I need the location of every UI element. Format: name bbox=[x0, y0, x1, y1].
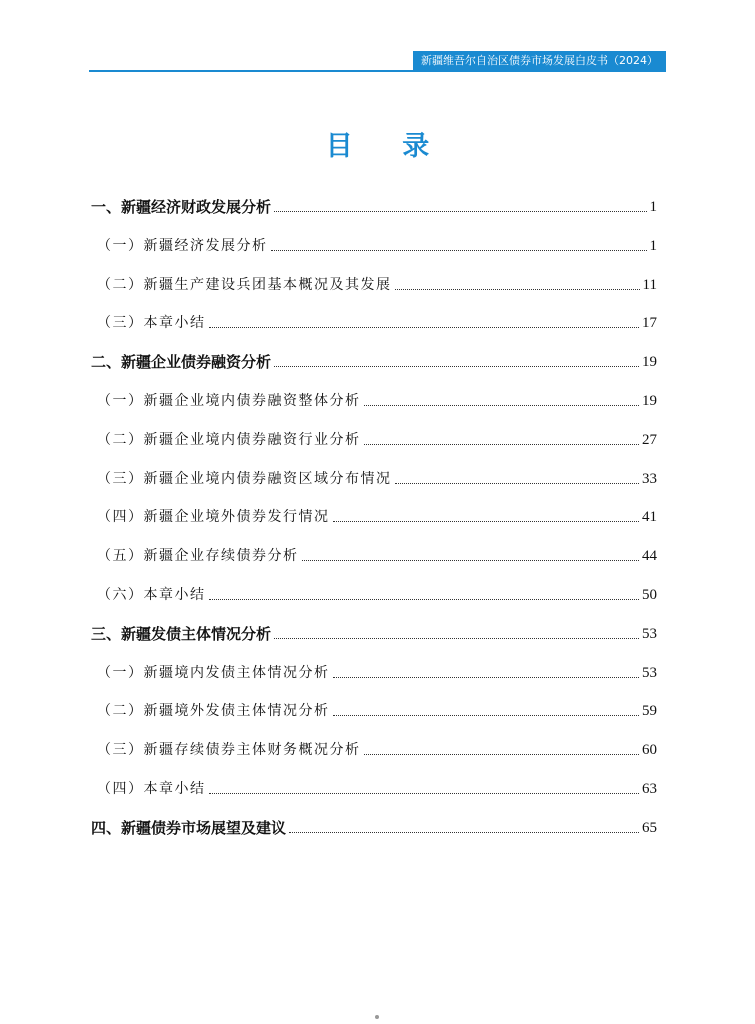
dot-leader bbox=[209, 327, 640, 328]
toc-entry-label: 四、新疆债券市场展望及建议 bbox=[91, 818, 287, 837]
header-rule bbox=[89, 70, 666, 72]
toc-entry-label: （二）新疆企业境内债券融资行业分析 bbox=[97, 431, 361, 448]
toc-entry[interactable] bbox=[91, 384, 657, 410]
running-header: 新疆维吾尔自治区债券市场发展白皮书（2024） bbox=[413, 51, 666, 71]
toc-entry-label: （一）新疆境内发债主体情况分析 bbox=[97, 664, 330, 681]
dot-leader bbox=[271, 250, 647, 251]
dot-leader bbox=[302, 560, 640, 561]
toc-entry[interactable] bbox=[91, 694, 657, 720]
dot-leader bbox=[209, 599, 640, 600]
toc-entry[interactable] bbox=[91, 617, 657, 643]
toc-entry[interactable] bbox=[91, 539, 657, 565]
toc-entry[interactable] bbox=[91, 190, 657, 216]
dot-leader bbox=[395, 483, 640, 484]
toc-entry-label: （二）新疆境外发债主体情况分析 bbox=[97, 703, 330, 720]
toc-entry-page: 19 bbox=[642, 393, 657, 409]
toc-entry-page: 11 bbox=[642, 276, 657, 293]
toc-entry-page: 59 bbox=[642, 703, 657, 720]
dot-leader bbox=[274, 211, 646, 212]
toc-entry[interactable] bbox=[91, 268, 657, 294]
toc-entry-label: 一、新疆经济财政发展分析 bbox=[91, 198, 272, 216]
toc-entry[interactable] bbox=[91, 656, 657, 682]
toc-entry[interactable] bbox=[91, 306, 657, 332]
toc-entry-page: 1 bbox=[649, 237, 657, 254]
toc-entry-page: 33 bbox=[642, 470, 657, 487]
toc-entry[interactable] bbox=[91, 462, 657, 488]
toc-entry-label: （四）本章小结 bbox=[97, 781, 206, 797]
toc-title: 目 录 bbox=[325, 131, 450, 162]
dot-leader bbox=[209, 793, 640, 794]
dot-leader bbox=[274, 366, 639, 367]
toc-entry-page: 50 bbox=[642, 587, 657, 603]
dot-leader bbox=[364, 754, 640, 755]
toc-entry-page: 53 bbox=[642, 625, 657, 642]
toc-entry[interactable] bbox=[91, 345, 657, 371]
dot-leader bbox=[364, 405, 640, 406]
toc-entry-page: 17 bbox=[642, 315, 657, 332]
toc-entry-page: 44 bbox=[642, 548, 657, 565]
toc-entry-page: 1 bbox=[649, 199, 657, 215]
dot-leader bbox=[333, 521, 640, 522]
toc-entry-label: （六）本章小结 bbox=[97, 587, 206, 603]
dot-leader bbox=[364, 444, 640, 445]
toc-entry-page: 60 bbox=[642, 742, 657, 759]
dot-leader bbox=[333, 677, 640, 678]
toc-entry-page: 19 bbox=[642, 354, 657, 371]
toc-entry[interactable] bbox=[91, 578, 657, 604]
toc-entry[interactable] bbox=[91, 772, 657, 798]
toc-entry[interactable] bbox=[91, 733, 657, 759]
toc-entry[interactable] bbox=[91, 500, 657, 526]
toc-entry[interactable] bbox=[91, 229, 657, 255]
toc-entry-label: （四）新疆企业境外债券发行情况 bbox=[97, 509, 330, 526]
toc-entry[interactable] bbox=[91, 811, 657, 837]
toc-entry-label: （一）新疆经济发展分析 bbox=[97, 237, 268, 254]
toc-entry-page: 63 bbox=[642, 781, 657, 797]
toc-entry-label: （三）新疆存续债券主体财务概况分析 bbox=[97, 742, 361, 759]
toc-entry-page: 65 bbox=[642, 819, 657, 836]
toc-entry-label: 三、新疆发债主体情况分析 bbox=[91, 624, 272, 643]
dot-leader bbox=[289, 832, 639, 833]
toc-entry-label: （五）新疆企业存续债券分析 bbox=[97, 548, 299, 565]
toc-entry-label: （三）本章小结 bbox=[97, 315, 206, 332]
dot-leader bbox=[395, 289, 640, 290]
toc-entry-page: 41 bbox=[642, 509, 657, 526]
toc-entry-label: （二）新疆生产建设兵团基本概况及其发展 bbox=[97, 276, 392, 293]
toc-entry-label: （三）新疆企业境内债券融资区域分布情况 bbox=[97, 470, 392, 487]
dot-leader bbox=[333, 715, 640, 716]
dot-leader bbox=[274, 638, 639, 639]
toc-entry-page: 53 bbox=[642, 664, 657, 681]
toc-entry-page: 27 bbox=[642, 431, 657, 448]
toc-entry[interactable] bbox=[91, 423, 657, 449]
toc-entry-label: （一）新疆企业境内债券融资整体分析 bbox=[97, 393, 361, 409]
toc-entry-label: 二、新疆企业债券融资分析 bbox=[91, 353, 272, 372]
footer-mark bbox=[375, 1015, 379, 1019]
